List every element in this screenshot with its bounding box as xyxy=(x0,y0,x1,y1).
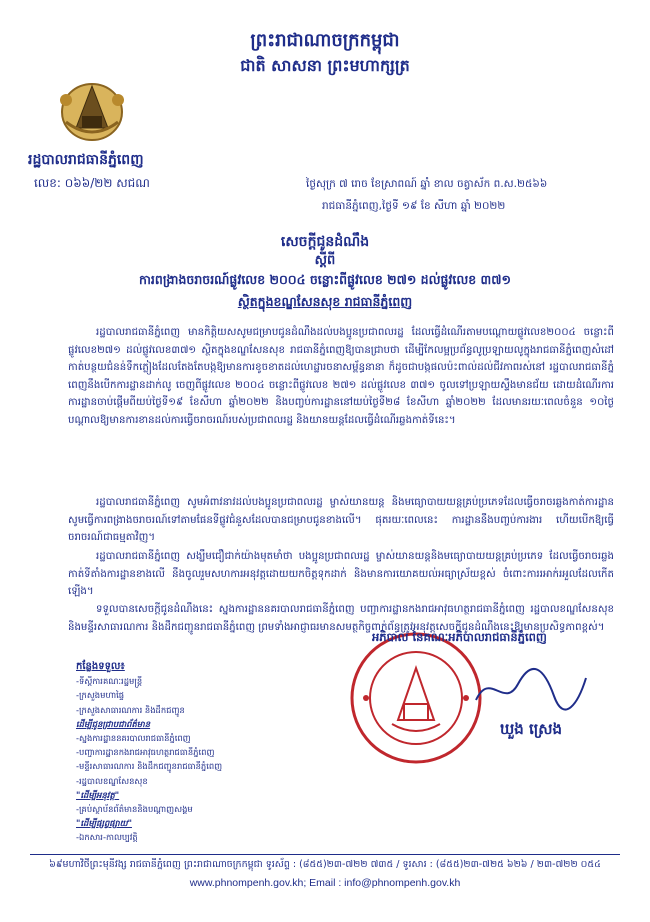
body-paragraph-4: ទទួលបានសេចក្តីជូនដំណឹងនេះ ស្នងការដ្ឋាននគរបាលរាជធានីភ្នំពេញ បញ្ជាការដ្ឋានកងរាជអាវុធហត្ថរាជធានីភ្នំពេញ រដ្ឋបាលខណ្ឌសែនសុខ និងមន្ទីរសាធារណការ និងដឹកជញ្ជូនរាជធានីភ្នំពេញ ព្រមទាំងអាជ្ញាធរមានសមត្ថកិច្ចពាក់ព័ន្ធត្រូវអនុវត្តសេចក្តីជូនដំណឹងនេះឱ្យមានប្រសិទ្ធភាពខ្ពស់។ xyxy=(68,604,614,633)
recipient-group-label: ដើម្បីជូនជ្រាបជាព័ត៌មាន xyxy=(76,718,151,729)
body-paragraph-2: រដ្ឋបាលរាជធានីភ្នំពេញ សូមអំពាវនាវដល់បងប្អូនប្រជាពលរដ្ឋ ម្ចាស់យានយន្ត និងមធ្យោបាយយន្តគ្រប់ប្រភេទដែលធ្វើចរាចរឆ្លងកាត់ការដ្ឋាន សូមធ្វើការពង្រាងចរាចរណ៍ទៅតាមផែនទីផ្លូវជំនួសដែលបានជម្រាបជូនខាងលើ។ ផុតរយៈពេលនេះ ការដ្ឋាននឹងបញ្ចប់ការងារ ហើយបើកឱ្យធ្វើចរាចរណ៍ជាធម្មតាវិញ។ xyxy=(68,497,614,544)
notice-location: ស្ថិតក្នុងខណ្ឌសែនសុខ រាជធានីភ្នំពេញ xyxy=(237,294,413,309)
recipient-item: -បញ្ជាការដ្ឋានកងរាជអាវុធហត្ថរាជធានីភ្នំពេញ xyxy=(76,747,215,758)
recipient-item: -ក្រសួងសាធារណការ និងដឹកជញ្ជូន xyxy=(76,704,185,715)
body-paragraph-3: រដ្ឋបាលរាជធានីភ្នំពេញ សង្ឃឹមជឿជាក់យ៉ាងមុតមាំថា បងប្អូនប្រជាពលរដ្ឋ ម្ចាស់យានយន្តនិងមធ្យោបាយយន្តគ្រប់ប្រភេទ ដែលធ្វើចរាចរឆ្លងកាត់ទីតាំងការដ្ឋានខាងលើ នឹងចូលរួមសហការអនុវត្តដោយយកចិត្តទុកដាក់ និងមានការយោគយល់អធ្យាស្រ័យខ្ពស់ ចំពោះការរអាក់រអួលដែលកើតឡើង។ xyxy=(68,551,614,598)
signatory-name: ឃួង ស្រេង xyxy=(500,720,563,738)
footer-web-email[interactable]: www.phnompenh.gov.kh; Email : info@phnompenh.gov.kh xyxy=(189,877,461,889)
reference-number: លេខ: ០៦៦/២២ សជណ xyxy=(34,176,150,190)
solar-date: រាជធានីភ្នំពេញ,ថ្ងៃទី ១៩ ខែ សីហា ឆ្នាំ ២០២២ xyxy=(322,200,506,212)
signatory-title: អភិបាល នៃគណៈអភិបាលរាជធានីភ្នំពេញ xyxy=(372,630,547,644)
nation-religion-king-motto: ជាតិ សាសនា ព្រះមហាក្សត្រ xyxy=(240,56,410,75)
footer-divider xyxy=(30,854,620,855)
body-paragraph-1: រដ្ឋបាលរាជធានីភ្នំពេញ មានកិត្តិយសសូមជម្រាបជូនដំណឹងដល់បងប្អូនប្រជាពលរដ្ឋ ដែលធ្វើដំណើរតាមបណ្តោយផ្លូវលេខ២០០៤ ចន្លោះពីផ្លូវលេខ២៧១ ដល់ផ្លូវលេខ៣៧១ ស្ថិតក្នុងខណ្ឌសែនសុខ រាជធានីភ្នំពេញឱ្យបានជ្រាបថា ដើម្បីកែលម្អប្រព័ន្ធលូប្រឡាយលូក្នុងរាជធានីភ្នំពេញសំដៅកាត់បន្ថយជំនន់ទឹកភ្លៀងដែលតែងតែបង្កឱ្យមានការខូចខាតដល់ហេដ្ឋារចនាសម្ព័ន្ធនានា ក៏ដូចជាបង្កផលប៉ះពាល់ដល់ជីវភាពរស់នៅ រដ្ឋបាលរាជធានីភ្នំពេញនឹងបើកការដ្ឋានដាក់លូ ចេញពីផ្លូវលេខ ២០០៤ ចន្លោះពីផ្លូវលេខ ២៧១ ដល់ផ្លូវលេខ ៣៧១ ចូលទៅប្រឡាយស្ទឹងមានជ័យ ដោយដំណើរការការដ្ឋានចាប់ផ្តើមពីយប់ថ្ងៃទី១៩ ខែសីហា ឆ្នាំ២០២២ និងបញ្ចប់ការដ្ឋាននៅយប់ថ្ងៃទី២៨ ខែសីហា ឆ្នាំ២០២២ ដែលមានរយៈពេលចំនួន ១០ថ្ងៃ បណ្តាលឱ្យមានការខានដល់ការធ្វើចរាចរណ៍របស់ប្រជាពលរដ្ឋ និងយានយន្តដែលធ្វើដំណើរឆ្លងកាត់ទីនេះ។ xyxy=(68,327,614,426)
phnom-penh-emblem-icon xyxy=(52,72,132,144)
recipient-item: -ឯកសារ-កាលប្បវត្តិ xyxy=(76,832,138,843)
recipient-item: -ទីស្តីការគណៈរដ្ឋមន្ត្រី xyxy=(76,676,143,687)
lunar-date: ថ្ងៃសុក្រ ៧ រោច ខែស្រាពណ៍ ឆ្នាំ ខាល ចត្វាស័ក ព.ស.២៥៦៦ xyxy=(306,178,548,190)
recipients-list xyxy=(76,660,336,845)
notice-subject-label: ស្តីពី xyxy=(314,253,336,268)
notice-title: សេចក្តីជូនដំណឹង xyxy=(280,234,370,250)
recipient-item: -រដ្ឋបាលខណ្ឌសែនសុខ xyxy=(76,775,148,786)
official-seal-stamp xyxy=(346,628,486,768)
recipient-group-label: "ដើម្បីផ្សព្វផ្សាយ" xyxy=(76,818,132,829)
footer-address: ៦៩មហាវិថីព្រះមុនីវង្ស រាជធានីភ្នំពេញ ព្រះរាជាណាចក្រកម្ពុជា ទូរស័ព្ទ : (៨៥៥)២៣-៧២២ ៧៣៥ / ទូរសារ : (៨៥៥)២៣-៧២៥ ៦២៦ / ២៣-៧២២ ០៥៤ xyxy=(49,859,601,870)
kingdom-motto: ព្រះរាជាណាចក្រកម្ពុជា xyxy=(250,30,400,51)
recipient-group-label: "ដើម្បីអនុវត្ត" xyxy=(76,789,120,800)
notice-subject: ការពង្រាងចរាចរណ៍ផ្លូវលេខ ២០០៤ ចន្លោះពីផ្លូវលេខ ២៧១ ដល់ផ្លូវលេខ ៣៧១ xyxy=(139,272,511,287)
issuer-name: រដ្ឋបាលរាជធានីភ្នំពេញ xyxy=(28,152,144,168)
handwritten-signature xyxy=(470,660,590,720)
recipient-item: -ក្រសួងមហាផ្ទៃ xyxy=(76,690,125,701)
recipient-item: -មន្ទីរសាធារណការ និងដឹកជញ្ជូនរាជធានីភ្នំពេញ xyxy=(76,761,223,772)
recipient-item: -ស្នងការដ្ឋាននគរបាលរាជធានីភ្នំពេញ xyxy=(76,733,191,744)
recipients-heading: កន្លែងទទួល៖ xyxy=(76,661,125,672)
recipient-item: -គ្រប់ស្ថាប័នព័ត៌មាននិងបណ្តាញសង្គម xyxy=(76,804,193,815)
